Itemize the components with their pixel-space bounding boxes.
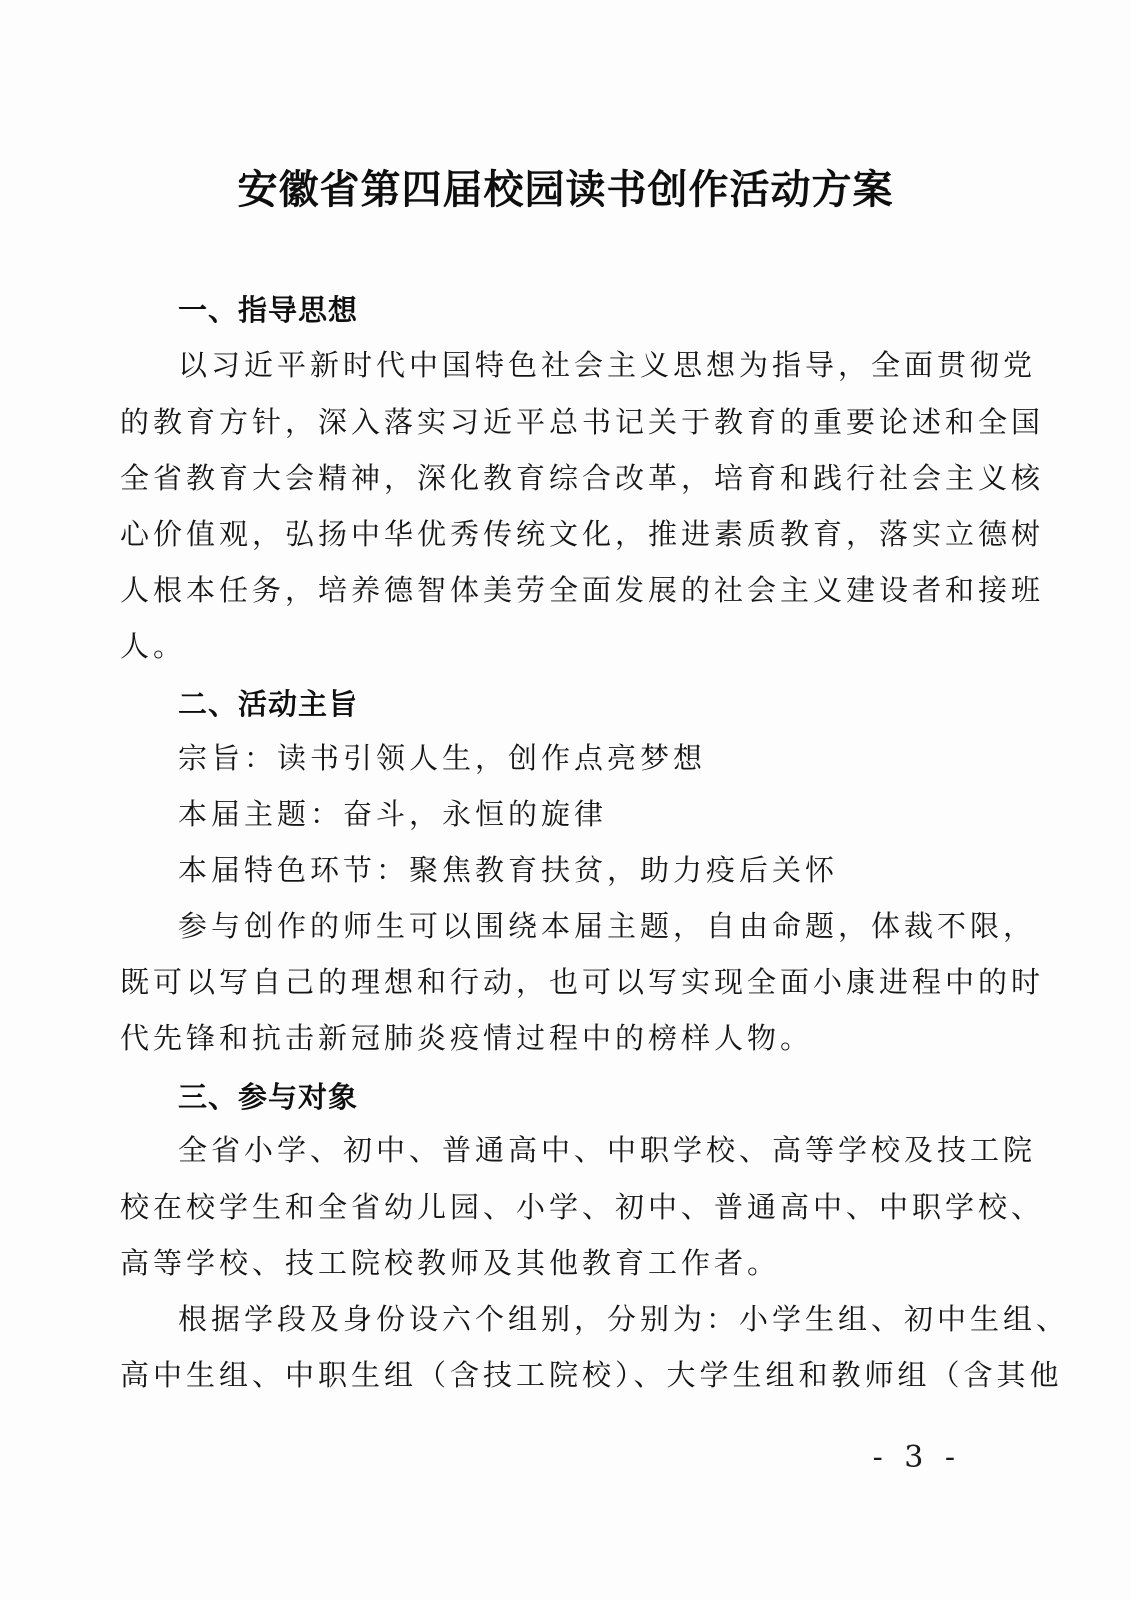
paragraph-line: 心价值观，弘扬中华优秀传统文化，推进素质教育，落实立德树 (120, 517, 1045, 551)
paragraph-line: 以习近平新时代中国特色社会主义思想为指导，全面贯彻党 (178, 348, 1037, 382)
paragraph-line: 根据学段及身份设六个组别，分别为：小学生组、初中生组、 (178, 1302, 1070, 1336)
section-heading-guiding-ideology: 一、指导思想 (178, 293, 359, 327)
paragraph-line: 全省小学、初中、普通高中、中职学校、高等学校及技工院 (178, 1133, 1037, 1167)
paragraph-line: 全省教育大会精神，深化教育综合改革，培育和践行社会主义核 (120, 461, 1045, 495)
paragraph-line: 既可以写自己的理想和行动，也可以写实现全面小康进程中的时 (120, 965, 1045, 999)
paragraph-line: 高中生组、中职生组（含技工院校）、大学生组和教师组（含其他 (120, 1358, 1063, 1392)
paragraph-line: 本届主题：奋斗，永恒的旋律 (178, 797, 608, 831)
paragraph-line: 高等学校、技工院校教师及其他教育工作者。 (120, 1246, 781, 1280)
section-heading-participants: 三、参与对象 (178, 1080, 359, 1114)
paragraph-line: 的教育方针，深入落实习近平总书记关于教育的重要论述和全国 (120, 405, 1045, 439)
paragraph-line: 宗旨：读书引领人生，创作点亮梦想 (178, 741, 707, 775)
section-heading-activity-purpose: 二、活动主旨 (178, 687, 359, 721)
paragraph-line: 人根本任务，培养德智体美劳全面发展的社会主义建设者和接班 (120, 573, 1045, 607)
paragraph-line: 本届特色环节：聚焦教育扶贫，助力疫后关怀 (178, 853, 839, 887)
paragraph-line: 校在校学生和全省幼儿园、小学、初中、普通高中、中职学校、 (120, 1190, 1045, 1224)
paragraph-line: 人。 (120, 629, 187, 663)
page-number: - 3 - (872, 1440, 961, 1475)
paragraph-line: 代先锋和抗击新冠肺炎疫情过程中的榜样人物。 (120, 1021, 814, 1055)
paragraph-line: 参与创作的师生可以围绕本届主题，自由命题，体裁不限， (178, 909, 1037, 943)
document-title: 安徽省第四届校园读书创作活动方案 (237, 166, 894, 213)
